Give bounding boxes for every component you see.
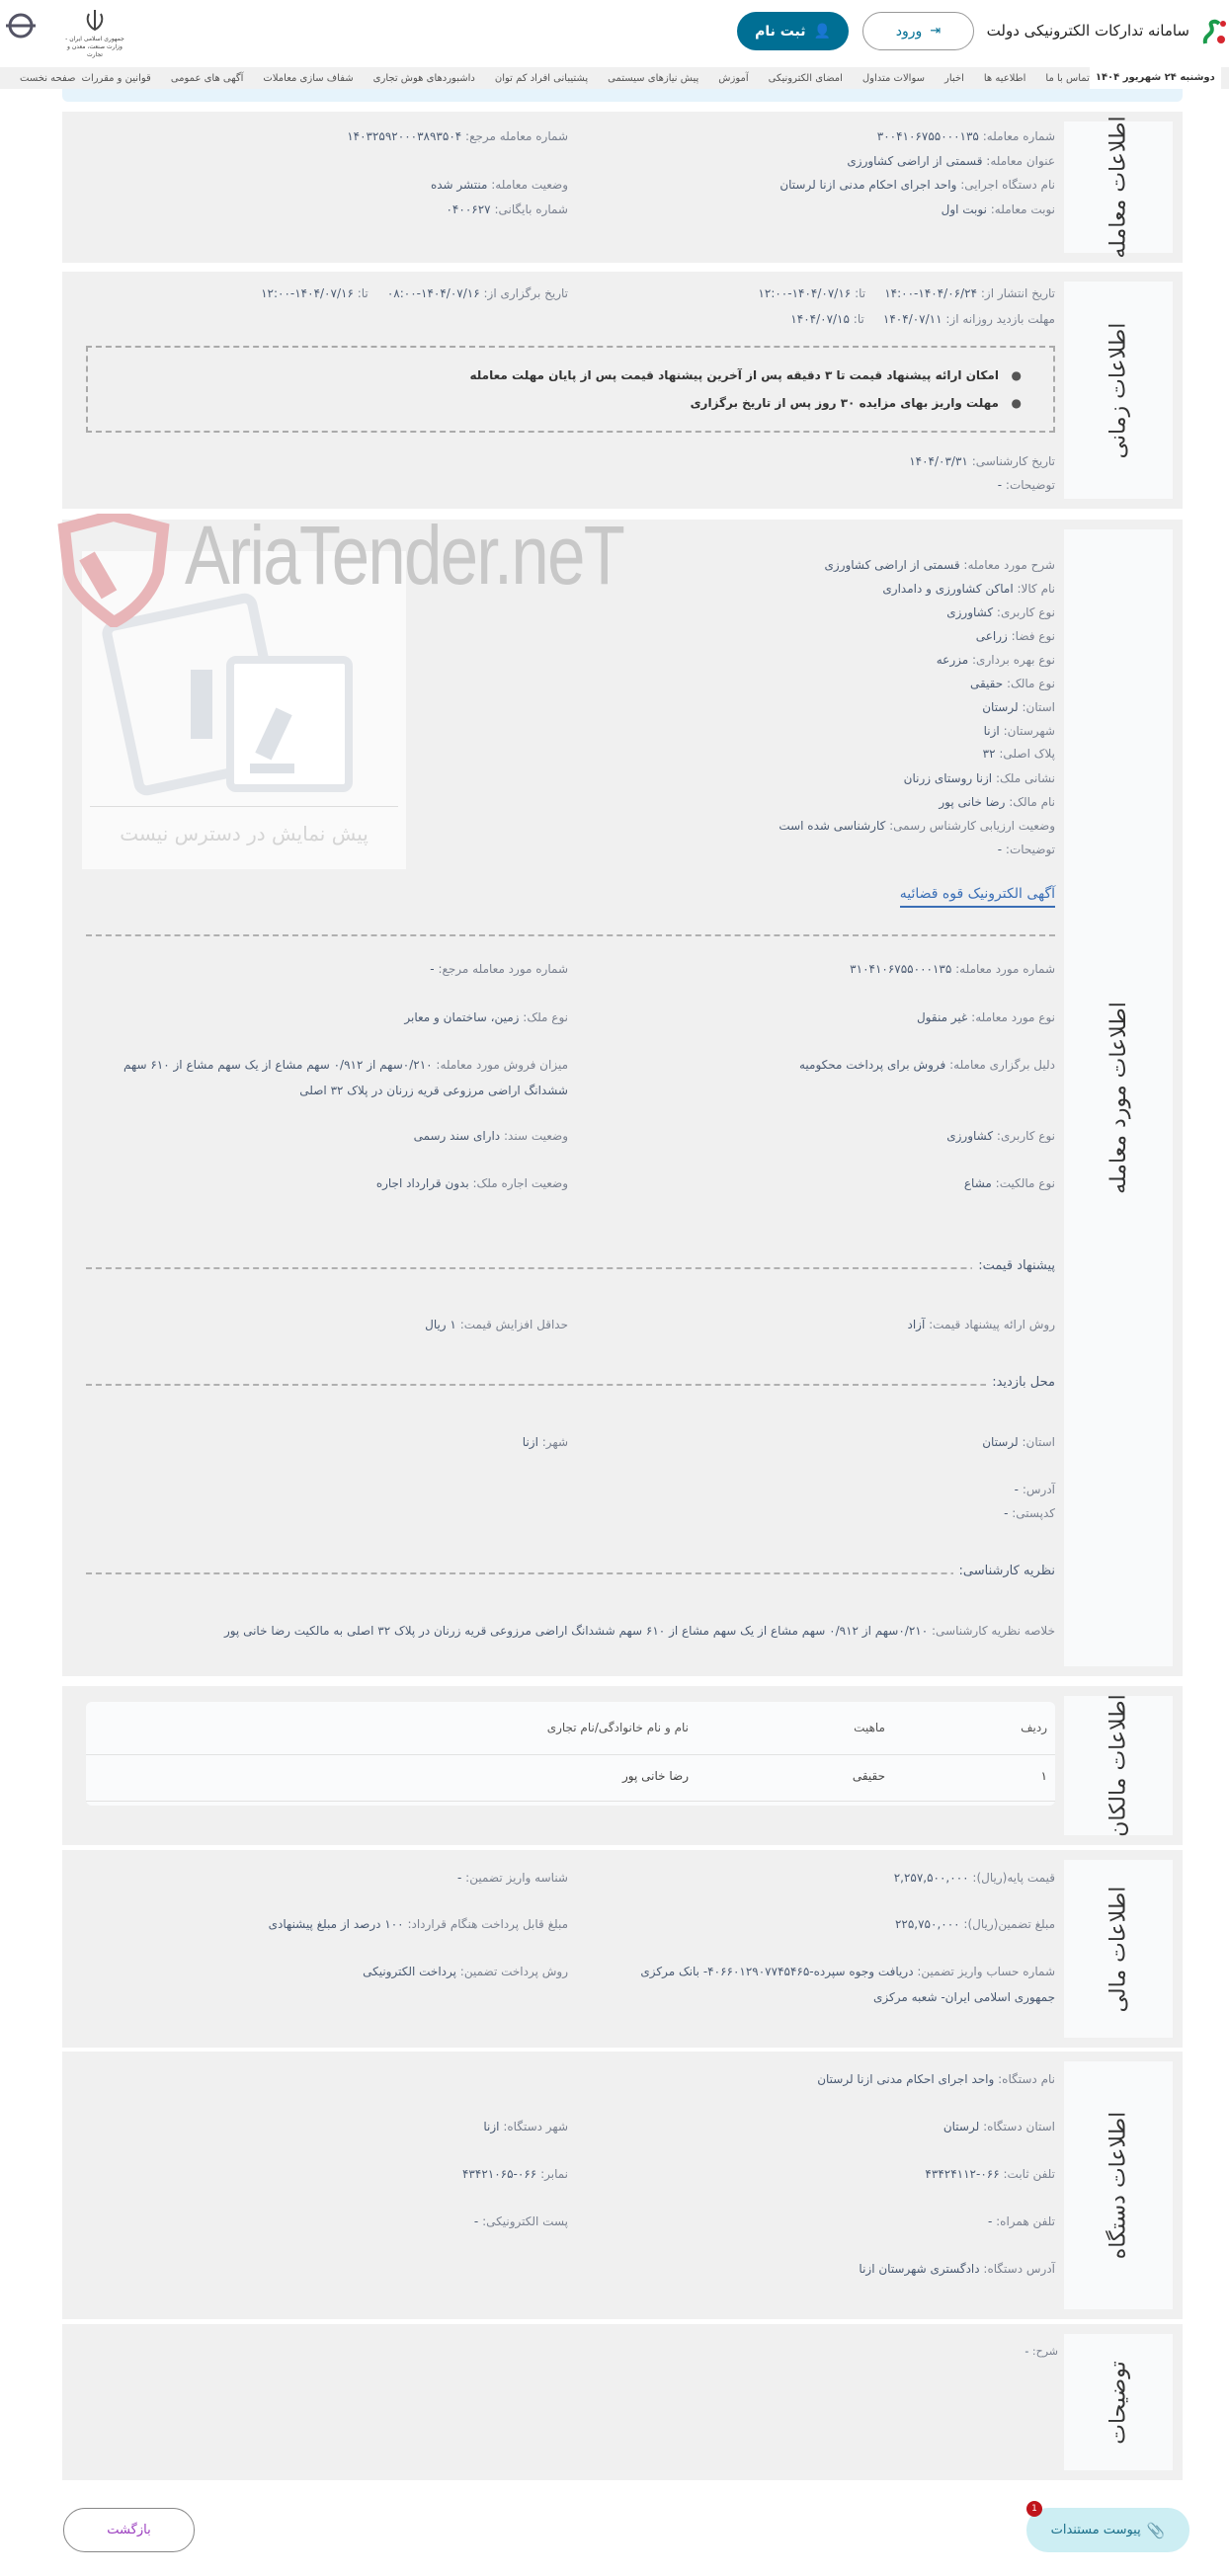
nav-item[interactable]: پشتیبانی افراد کم توان: [494, 72, 589, 84]
nav-item[interactable]: داشبوردهای هوش تجاری: [372, 72, 475, 84]
field-agency-city: شهر دستگاه: ازنا: [483, 2120, 568, 2133]
field-deal-number: شماره معامله: ۳۰۰۴۱۰۶۷۵۵۰۰۰۱۳۵: [876, 129, 1055, 143]
judiciary-tab[interactable]: آگهی الکترونیک قوه قضائیه: [900, 886, 1055, 908]
field-sale-share: میزان فروش مورد معامله: ۰/۲۱۰سهم از ۰/۹۱۲ سهم مشاع از یک سهم مشاع از ۶۱۰ سهم ششدانگ اراضی مرزوعی قریه زرنان در پلاک ۳۲ اصلی: [123, 1058, 568, 1097]
nav-item[interactable]: امضای الکترونیکی: [768, 72, 843, 84]
login-button[interactable]: ⇥ ورود: [862, 12, 974, 50]
field-remarks: شرح: -: [1024, 2345, 1058, 2358]
owners-table: [86, 1702, 1055, 1806]
field-mobile: تلفن همراه: -: [987, 2214, 1055, 2228]
visit-heading: محل بازدید:: [986, 1375, 1055, 1390]
info-strip: [62, 89, 1183, 102]
section-label: اطلاعات معامله: [1064, 121, 1173, 253]
ministry-logo: [4, 12, 38, 51]
field-property-type: نوع ملک: زمین، ساختمان و معابر: [404, 1010, 568, 1024]
back-button[interactable]: بازگشت: [63, 2508, 195, 2552]
nav-item[interactable]: آگهی های عمومی: [170, 72, 244, 84]
field-lease-status: وضعیت اجاره ملک: بدون قرارداد اجاره: [375, 1176, 568, 1190]
field-archive-number: شماره بایگانی: ۰۴۰۰۶۲۷: [446, 202, 568, 216]
field-deal-title: عنوان معامله: قسمتی از اراضی کشاورزی: [847, 154, 1055, 168]
notes-box: [86, 346, 1055, 433]
field-phone: تلفن ثابت: ۰۶۶-۴۳۴۲۴۱۱۲: [925, 2167, 1055, 2181]
nav-item[interactable]: اطلاعیه ها: [983, 72, 1026, 84]
note-item: ● امکان ارائه پیشنهاد قیمت تا ۳ دقیقه پس از آخرین پیشنهاد قیمت پس از پایان مهلت معامله: [469, 368, 1022, 382]
field-round: نوبت معامله: نوبت اول: [941, 202, 1055, 216]
section-label: اطلاعات مالکان: [1064, 1696, 1173, 1835]
field-ownership-type: نوع مالکیت: مشاع: [963, 1176, 1055, 1190]
field-agency: نام دستگاه اجرایی: واحد اجرای احکام مدنی ازنا لرستان: [779, 178, 1055, 192]
field-guarantee-id: شناسه واریز تضمین: -: [457, 1871, 568, 1885]
nav-item[interactable]: پیش نیازهای سیستمی: [608, 72, 699, 84]
field-description: توضیحات: -: [997, 478, 1055, 492]
agency-section: [62, 2052, 1183, 2319]
table-row: ۱ حقیقی رضا خانی پور: [86, 1755, 1055, 1802]
column-header: نام و نام خانوادگی/نام تجاری: [546, 1721, 689, 1734]
add-user-icon: 👤: [813, 23, 831, 40]
section-label: اطلاعات مورد معامله: [1064, 529, 1173, 1666]
field-guarantee-account: شماره حساب واریز تضمین: دریافت وجوه سپرده-۴۰۶۶۰۱۲۹۰۷۷۴۵۴۶۵- بانک مرکزی جمهوری اسلامی ایران- شعبه مرکزی: [640, 1965, 1055, 2004]
field-agency-address: آدرس دستگاه: دادگستری شهرستان ازنا: [859, 2262, 1055, 2276]
field-item-notes: توضیحات: -: [997, 843, 1055, 856]
field-visit-address: آدرس: -: [1014, 1483, 1055, 1496]
current-date: دوشنبه ۲۴ شهریور ۱۴۰۴: [1090, 67, 1221, 89]
remarks-section: [62, 2324, 1183, 2480]
field-publish-period: تاریخ انتشار از: ۱۴۰۴/۰۶/۲۴-۱۴:۰۰ تا: ۱۴۰۴/۰۷/۱۶-۱۲:۰۰: [758, 286, 1055, 300]
field-visit-period: مهلت بازدید روزانه از: ۱۴۰۴/۰۷/۱۱ تا: ۱۴۰۴/۰۷/۱۵: [790, 312, 1055, 326]
column-header: ماهیت: [854, 1721, 885, 1734]
field-plaque: پلاک اصلی: ۳۲: [982, 747, 1055, 761]
section-label: اطلاعات زمانی: [1064, 282, 1173, 499]
bullet-icon: ●: [1011, 396, 1022, 410]
bullet-icon: ●: [1011, 368, 1022, 382]
field-expert-date: تاریخ کارشناسی: ۱۴۰۴/۰۳/۳۱: [909, 454, 1055, 468]
field-space-type: نوع فضا: زراعی: [975, 629, 1055, 643]
divider: [86, 1384, 1055, 1386]
field-guarantee-method: روش پرداخت تضمین: پرداخت الکترونیکی: [363, 1965, 568, 1978]
field-contract-payment: مبلغ قابل پرداخت هنگام قرارداد: ۱۰۰ درصد از مبلغ پیشنهادی: [268, 1917, 568, 1931]
field-visit-province: استان: لرستان: [982, 1435, 1055, 1449]
field-item-ref: شماره مورد معامله مرجع: -: [430, 962, 568, 976]
watermark-logo: [54, 509, 657, 622]
field-bid-method: روش ارائه پیشنهاد قیمت: آزاد: [907, 1318, 1055, 1331]
field-expert-summary: خلاصه نظریه کارشناسی: ۰/۲۱۰سهم از ۰/۹۱۲ سهم مشاع از یک سهم مشاع از ۶۱۰ سهم ششدانگ اراضی مرزوعی قریه زرنان در پلاک ۳۲ اصلی به مالکیت رضا خانی پور: [223, 1624, 1055, 1638]
field-hold-period: تاریخ برگزاری از: ۱۴۰۴/۰۷/۱۶-۰۸:۰۰ تا: ۱۴۰۴/۰۷/۱۶-۱۲:۰۰: [261, 286, 568, 300]
attachments-count-badge: 1: [1026, 2501, 1042, 2517]
placeholder-divider: [90, 806, 398, 807]
field-usage: نوع کاربری: کشاورزی: [946, 605, 1055, 619]
bid-heading: پیشنهاد قیمت:: [972, 1258, 1055, 1273]
nav-item[interactable]: صفحه نخست: [20, 72, 76, 84]
field-base-price: قیمت پایه(ریال): ۲,۲۵۷,۵۰۰,۰۰۰: [893, 1871, 1055, 1885]
field-reason: دلیل برگزاری معامله: فروش برای پرداخت محکومیه: [799, 1058, 1055, 1072]
register-button[interactable]: 👤 ثبت نام: [737, 12, 849, 50]
divider: [86, 934, 1055, 936]
section-label: اطلاعات دستگاه: [1064, 2061, 1173, 2309]
divider: [86, 1267, 1055, 1269]
nav-item[interactable]: سوالات متداول: [861, 72, 925, 84]
government-logo-caption: جمهوری اسلامی ایران - وزارت صنعت، معدن و تجارت: [65, 36, 124, 58]
field-fax: نمابر: ۰۶۶-۴۳۴۲۱۰۶۵: [461, 2167, 568, 2181]
field-status: وضعیت معامله: منتشر شده: [430, 178, 568, 192]
field-email: پست الکترونیکی: -: [473, 2214, 568, 2228]
field-agency-province: استان دستگاه: لرستان: [942, 2120, 1055, 2133]
field-agency-name: نام دستگاه: واحد اجرای احکام مدنی ازنا لرستان: [817, 2072, 1055, 2086]
field-appraisal: وضعیت ارزیابی کارشناس رسمی: کارشناسی شده است: [778, 819, 1055, 833]
paperclip-icon: 📎: [1146, 2521, 1166, 2539]
column-header: ردیف: [1021, 1721, 1047, 1734]
field-address: نشانی ملک: ازنا روستای زرنان: [903, 771, 1055, 785]
note-item: ● مهلت واریز بهای مزایده ۳۰ روز پس از تاریخ برگزاری: [690, 396, 1022, 410]
section-label: اطلاعات مالی: [1064, 1860, 1173, 2038]
field-item-name: نام کالا: اماکن کشاورزی و دامداری: [882, 582, 1055, 596]
field-min-increase: حداقل افزایش قیمت: ۱ ریال: [425, 1318, 568, 1331]
field-visit-postcode: کدپستی: -: [1004, 1506, 1055, 1520]
nav-item[interactable]: قوانین و مقررات: [81, 72, 151, 84]
field-province: استان: لرستان: [982, 700, 1055, 714]
expert-heading: نظریه کارشناسی:: [953, 1564, 1056, 1578]
field-item-type: نوع مورد معامله: غیر منقول: [916, 1010, 1055, 1024]
field-item-desc: شرح مورد معامله: قسمتی از اراضی کشاورزی: [824, 558, 1055, 572]
table-header: [86, 1702, 1055, 1755]
nav-item[interactable]: شفاف سازی معاملات: [263, 72, 354, 84]
government-logo: [65, 8, 124, 36]
attachments-button[interactable]: 📎 پیوست مستندات: [1026, 2508, 1189, 2552]
field-guarantee-amount: مبلغ تضمین(ریال): ۲۲۵,۷۵۰,۰۰۰: [894, 1917, 1055, 1931]
field-usage-2: نوع کاربری: کشاورزی: [946, 1129, 1055, 1143]
login-icon: ⇥: [930, 24, 942, 39]
field-exploitation: نوع بهره برداری: مزرعه: [936, 653, 1055, 667]
field-deed-status: وضعیت سند: دارای سند رسمی: [413, 1129, 568, 1143]
nav-item[interactable]: آموزش: [718, 72, 749, 84]
divider: [86, 1572, 1055, 1574]
preview-unavailable-text: پیش نمایش در دسترس نیست: [120, 822, 369, 845]
site-logo[interactable]: [1201, 18, 1229, 47]
field-owner-type: نوع مالک: حقیقی: [969, 677, 1055, 690]
field-county: شهرستان: ازنا: [983, 724, 1055, 738]
field-owner-name: نام مالک: رضا خانی پور: [939, 795, 1055, 809]
nav-item[interactable]: تماس با ما: [1045, 72, 1090, 84]
main-nav: [0, 67, 1229, 89]
field-visit-city: شهر: ازنا: [522, 1435, 568, 1449]
field-item-number: شماره مورد معامله: ۳۱۰۴۱۰۶۷۵۵۰۰۰۱۳۵: [850, 962, 1055, 976]
site-title: سامانه تدارکات الکترونیکی دولت: [986, 22, 1189, 40]
watermark-text: AriaTender.neT: [185, 509, 624, 602]
field-ref-number: شماره معامله مرجع: ۱۴۰۳۲۵۹۲۰۰۰۳۸۹۳۵۰۴: [347, 129, 568, 143]
nav-item[interactable]: اخبار: [944, 72, 964, 84]
section-label: توضیحات: [1064, 2334, 1173, 2470]
